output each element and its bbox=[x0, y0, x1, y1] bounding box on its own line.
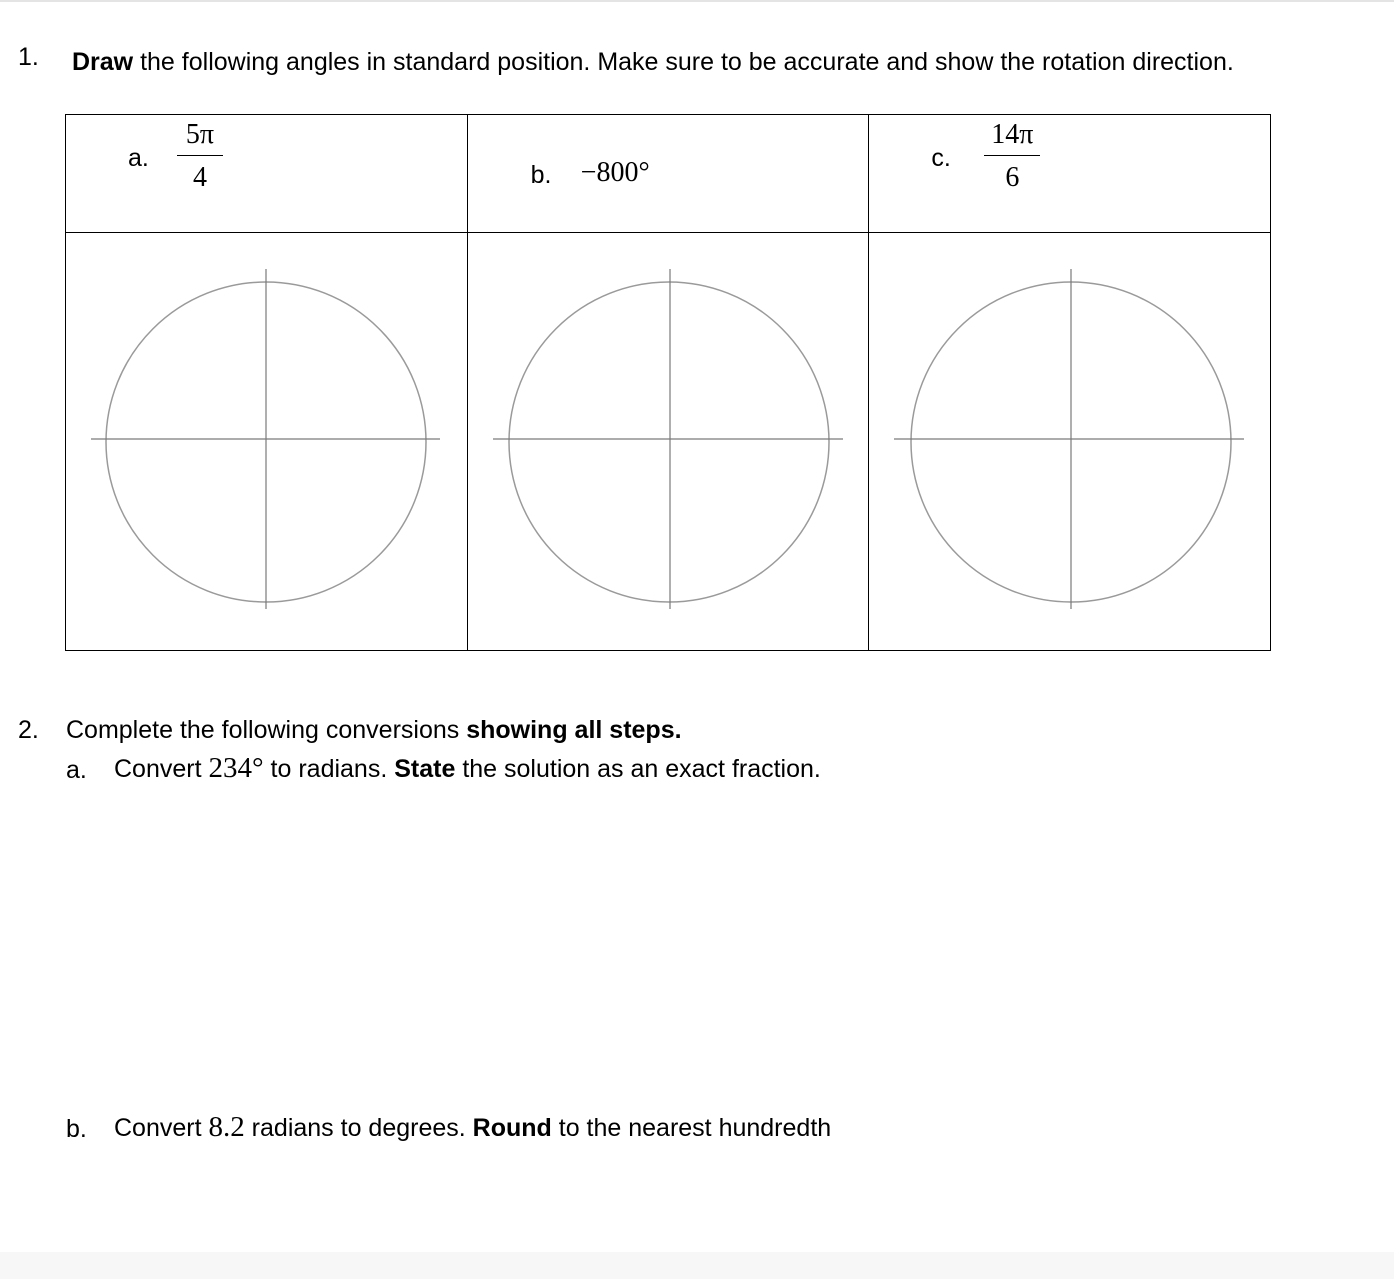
question-2-number: 2. bbox=[18, 716, 39, 744]
part-2b-label: b. bbox=[66, 1115, 87, 1143]
question-2-text: Complete the following conversions bbox=[66, 716, 467, 744]
unit-circle-b bbox=[468, 233, 869, 650]
part-2b-mid: radians to degrees. bbox=[244, 1114, 473, 1142]
question-1-number: 1. bbox=[18, 43, 39, 71]
angle-cell-b bbox=[467, 115, 869, 233]
angle-cell-a bbox=[66, 115, 468, 233]
part-2a-math: 234° bbox=[208, 752, 264, 784]
fraction-bar bbox=[984, 155, 1040, 156]
part-b-value: −800° bbox=[580, 157, 650, 188]
part-a-fraction bbox=[177, 119, 223, 194]
circle-cell-c bbox=[869, 233, 1271, 651]
question-2-prompt bbox=[66, 716, 682, 745]
part-c-fraction bbox=[984, 119, 1040, 194]
part-2a-post: the solution as an exact fraction. bbox=[455, 755, 821, 783]
part-2a-mid: to radians. bbox=[263, 755, 395, 783]
angle-cell-c bbox=[869, 115, 1271, 233]
unit-circle-a bbox=[66, 233, 466, 650]
angles-table bbox=[65, 114, 1271, 651]
angle-label-row bbox=[66, 115, 1271, 233]
page-top-edge bbox=[0, 0, 1394, 2]
page-bottom-edge bbox=[0, 1252, 1394, 1279]
unit-circle-c bbox=[869, 233, 1271, 650]
part-c-label: c. bbox=[931, 144, 951, 172]
part-2a-prompt bbox=[114, 752, 821, 785]
part-b-label: b. bbox=[530, 161, 552, 189]
question-2-end: . bbox=[674, 716, 682, 744]
unit-circle bbox=[509, 282, 829, 602]
part-a-denominator: 4 bbox=[193, 162, 207, 193]
question-1-text: the following angles in standard position. Make sure to be accurate and show the rotation direction. bbox=[133, 48, 1234, 76]
part-2b-prompt bbox=[114, 1111, 831, 1144]
part-a-label: a. bbox=[128, 144, 149, 172]
part-2a-bold: State bbox=[394, 755, 456, 783]
circle-row bbox=[66, 233, 1271, 651]
part-2b-bold: Round bbox=[472, 1114, 552, 1142]
part-2b-post: to the nearest hundredth bbox=[551, 1114, 832, 1142]
part-c-denominator: 6 bbox=[1005, 162, 1020, 193]
question-1-bold-lead: Draw bbox=[72, 48, 134, 76]
part-2a-label: a. bbox=[66, 756, 87, 784]
part-2b-math: 8.2 bbox=[208, 1111, 245, 1143]
part-2b-pre: Convert bbox=[114, 1114, 209, 1142]
fraction-bar bbox=[177, 155, 223, 156]
part-c-numerator: 14π bbox=[991, 119, 1034, 150]
question-1-prompt bbox=[66, 43, 1246, 82]
question-2-bold: showing all steps bbox=[466, 716, 675, 744]
part-a-numerator: 5π bbox=[185, 119, 215, 150]
circle-cell-b bbox=[467, 233, 869, 651]
part-2a-pre: Convert bbox=[114, 755, 209, 783]
circle-cell-a bbox=[66, 233, 468, 651]
